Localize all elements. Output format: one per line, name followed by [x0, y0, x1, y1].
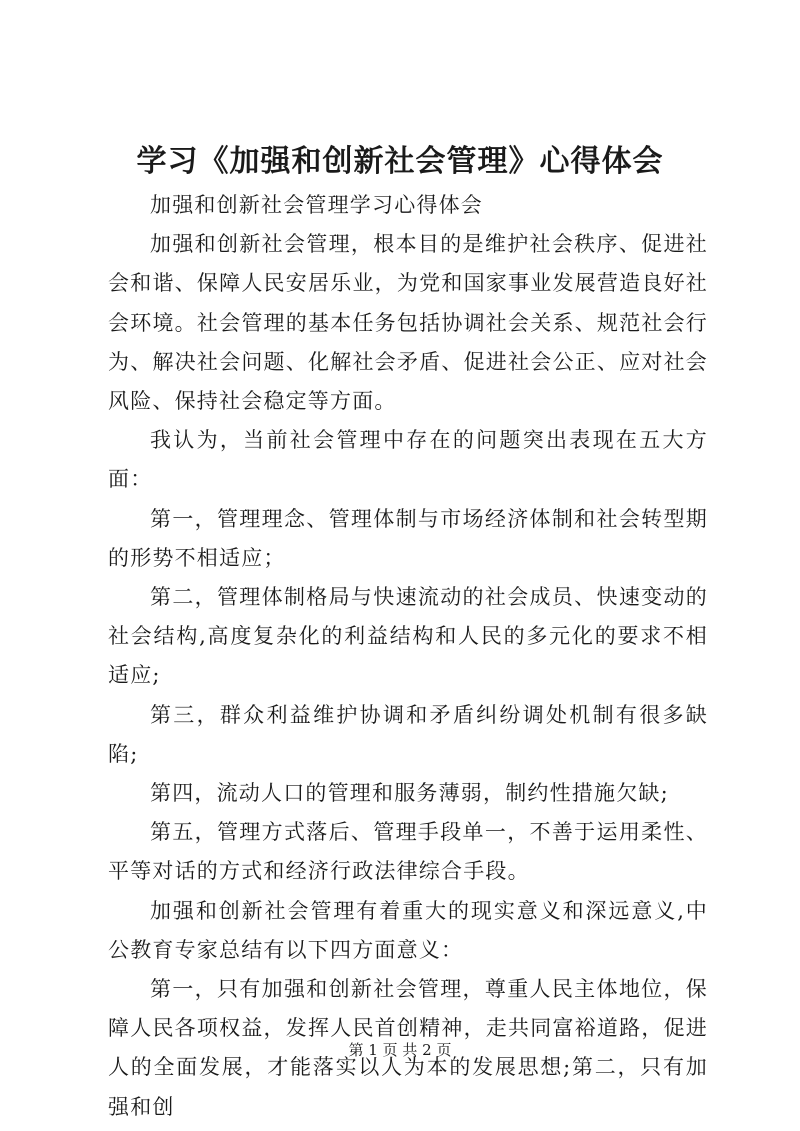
body-paragraph: 第一，只有加强和创新社会管理，尊重人民主体地位，保障人民各项权益，发挥人民首创精神，走共同富裕道路，促进人的全面发展，才能落实以人为本的发展思想;第二，只有加强和创 [108, 977, 708, 1119]
document-body [108, 186, 708, 1127]
body-paragraph: 第二，管理体制格局与快速流动的社会成员、快速变动的社会结构,高度复杂化的利益结构和人民的多元化的要求不相适应; [108, 585, 708, 688]
body-paragraph: 加强和创新社会管理学习心得体会 [150, 193, 483, 217]
body-paragraph: 第五，管理方式落后、管理手段单一，不善于运用柔性、平等对话的方式和经济行政法律综合手段。 [108, 820, 708, 884]
body-paragraph: 我认为，当前社会管理中存在的问题突出表现在五大方面： [108, 428, 708, 492]
body-paragraph: 第四，流动人口的管理和服务薄弱，制约性措施欠缺; [150, 781, 669, 806]
body-paragraph: 加强和创新社会管理有着重大的现实意义和深远意义,中公教育专家总结有以下四方面意义： [108, 898, 708, 962]
body-paragraph: 第三，群众利益维护协调和矛盾纠纷调处机制有很多缺陷; [108, 702, 708, 766]
document-title: 学习《加强和创新社会管理》心得体会 [136, 144, 664, 179]
page-number-footer: 第 1 页 共 2 页 [348, 1041, 452, 1059]
body-paragraph: 加强和创新社会管理，根本目的是维护社会秩序、促进社会和谐、保障人民安居乐业，为党和国家事业发展营造良好社会环境。社会管理的基本任务包括协调社会关系、规范社会行为、解决社会问题、化解社会矛盾、促进社会公正、应对社会风险、保持社会稳定等方面。 [108, 232, 708, 414]
body-paragraph: 第一，管理理念、管理体制与市场经济体制和社会转型期的形势不相适应； [108, 506, 708, 570]
